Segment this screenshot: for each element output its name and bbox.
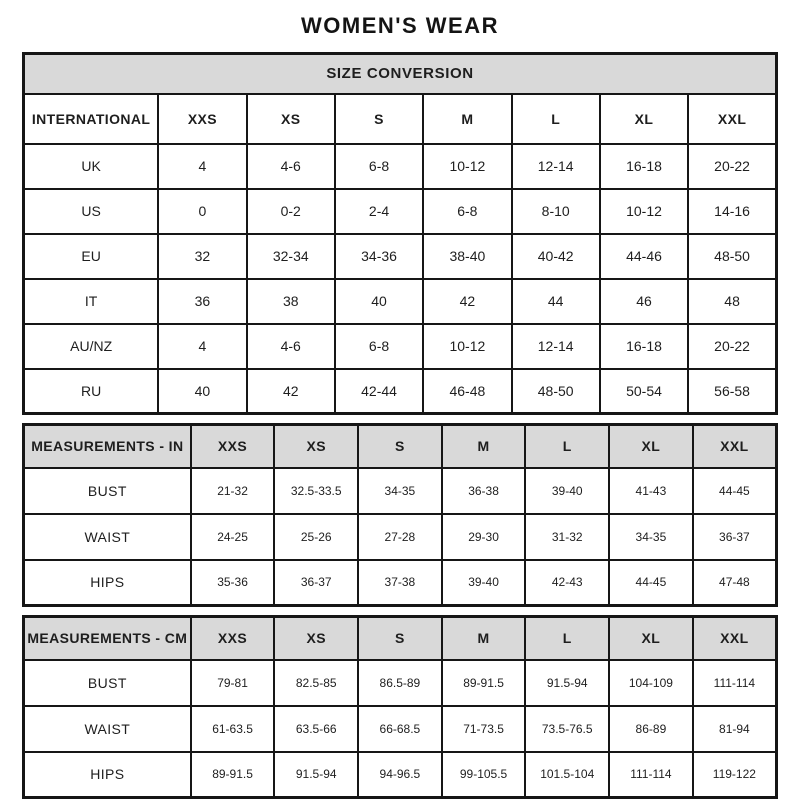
column-header: XL: [600, 94, 688, 144]
size-value-cell: 4-6: [247, 144, 335, 189]
measurement-value-cell: 89-91.5: [191, 752, 275, 798]
measurement-value-cell: 61-63.5: [191, 706, 275, 752]
column-header: XS: [274, 617, 358, 660]
column-header: L: [512, 94, 600, 144]
size-value-cell: 46-48: [423, 369, 511, 414]
measurement-value-cell: 111-114: [693, 660, 777, 706]
table-row: [24, 279, 777, 324]
column-header: M: [442, 617, 526, 660]
size-value-cell: 14-16: [688, 189, 776, 234]
column-header: S: [358, 425, 442, 468]
row-label-cell: IT: [24, 279, 159, 324]
measurement-value-cell: 36-38: [442, 468, 526, 514]
size-value-cell: 56-58: [688, 369, 776, 414]
table-row: [24, 324, 777, 369]
measurement-value-cell: 71-73.5: [442, 706, 526, 752]
size-value-cell: 40: [158, 369, 246, 414]
table-title: MEASUREMENTS - CM: [24, 617, 191, 660]
row-label-cell: AU/NZ: [24, 324, 159, 369]
size-value-cell: 38: [247, 279, 335, 324]
row-label-cell: BUST: [24, 660, 191, 706]
table-row: [24, 468, 777, 514]
column-header-row: [24, 94, 777, 144]
size-value-cell: 50-54: [600, 369, 688, 414]
size-value-cell: 4: [158, 324, 246, 369]
measurement-value-cell: 41-43: [609, 468, 693, 514]
size-value-cell: 48: [688, 279, 776, 324]
column-header: XS: [274, 425, 358, 468]
size-value-cell: 38-40: [423, 234, 511, 279]
table-row: [24, 560, 777, 606]
size-value-cell: 0-2: [247, 189, 335, 234]
measurement-value-cell: 24-25: [191, 514, 275, 560]
size-value-cell: 20-22: [688, 144, 776, 189]
measurement-value-cell: 73.5-76.5: [525, 706, 609, 752]
size-value-cell: 4: [158, 144, 246, 189]
column-header: XXL: [693, 425, 777, 468]
column-header: S: [358, 617, 442, 660]
table-title: SIZE CONVERSION: [24, 54, 777, 94]
column-header-row: [24, 425, 777, 468]
table-row: [24, 144, 777, 189]
table-row: [24, 660, 777, 706]
row-label-cell: BUST: [24, 468, 191, 514]
measurement-value-cell: 86-89: [609, 706, 693, 752]
size-value-cell: 46: [600, 279, 688, 324]
size-value-cell: 6-8: [423, 189, 511, 234]
row-label-cell: WAIST: [24, 706, 191, 752]
measurement-value-cell: 91.5-94: [274, 752, 358, 798]
table-row: [24, 189, 777, 234]
column-header: XXS: [158, 94, 246, 144]
measurement-value-cell: 32.5-33.5: [274, 468, 358, 514]
measurement-value-cell: 44-45: [609, 560, 693, 606]
measurement-value-cell: 86.5-89: [358, 660, 442, 706]
column-header: XXL: [693, 617, 777, 660]
measurement-value-cell: 119-122: [693, 752, 777, 798]
measurement-value-cell: 27-28: [358, 514, 442, 560]
size-value-cell: 44-46: [600, 234, 688, 279]
measurement-value-cell: 34-35: [358, 468, 442, 514]
measurement-value-cell: 35-36: [191, 560, 275, 606]
row-label-cell: EU: [24, 234, 159, 279]
column-header: XXL: [688, 94, 776, 144]
column-header: L: [525, 617, 609, 660]
column-header: XXS: [191, 425, 275, 468]
size-value-cell: 0: [158, 189, 246, 234]
table-row: [24, 706, 777, 752]
measurement-value-cell: 47-48: [693, 560, 777, 606]
measurement-value-cell: 82.5-85: [274, 660, 358, 706]
table-title: MEASUREMENTS - IN: [24, 425, 191, 468]
column-header: S: [335, 94, 423, 144]
column-header: L: [525, 425, 609, 468]
column-header: XS: [247, 94, 335, 144]
column-header: XXS: [191, 617, 275, 660]
size-value-cell: 2-4: [335, 189, 423, 234]
measurement-value-cell: 66-68.5: [358, 706, 442, 752]
measurement-value-cell: 89-91.5: [442, 660, 526, 706]
size-value-cell: 48-50: [512, 369, 600, 414]
page-title: WOMEN'S WEAR: [301, 13, 499, 38]
size-value-cell: 4-6: [247, 324, 335, 369]
row-label-cell: UK: [24, 144, 159, 189]
measurement-value-cell: 104-109: [609, 660, 693, 706]
size-value-cell: 32-34: [247, 234, 335, 279]
size-value-cell: 6-8: [335, 144, 423, 189]
measurement-value-cell: 79-81: [191, 660, 275, 706]
measurement-value-cell: 81-94: [693, 706, 777, 752]
measurement-value-cell: 44-45: [693, 468, 777, 514]
size-value-cell: 10-12: [423, 144, 511, 189]
row-label-cell: HIPS: [24, 752, 191, 798]
size-value-cell: 40: [335, 279, 423, 324]
size-value-cell: 8-10: [512, 189, 600, 234]
table-row: [24, 369, 777, 414]
row-label-cell: RU: [24, 369, 159, 414]
table-title-row: [24, 54, 777, 94]
size-value-cell: 48-50: [688, 234, 776, 279]
measurement-value-cell: 91.5-94: [525, 660, 609, 706]
measurement-value-cell: 29-30: [442, 514, 526, 560]
size-value-cell: 10-12: [600, 189, 688, 234]
size-value-cell: 12-14: [512, 144, 600, 189]
size-value-cell: 32: [158, 234, 246, 279]
measurement-value-cell: 39-40: [442, 560, 526, 606]
size-value-cell: 44: [512, 279, 600, 324]
measurement-value-cell: 42-43: [525, 560, 609, 606]
measurement-value-cell: 36-37: [693, 514, 777, 560]
measurements-cm-table: [22, 615, 778, 799]
measurement-value-cell: 21-32: [191, 468, 275, 514]
column-header: M: [423, 94, 511, 144]
column-header: XL: [609, 425, 693, 468]
measurement-value-cell: 39-40: [525, 468, 609, 514]
size-value-cell: 10-12: [423, 324, 511, 369]
row-label-cell: HIPS: [24, 560, 191, 606]
measurement-value-cell: 63.5-66: [274, 706, 358, 752]
column-header-row: [24, 617, 777, 660]
size-value-cell: 42-44: [335, 369, 423, 414]
table-row: [24, 234, 777, 279]
column-header: M: [442, 425, 526, 468]
table-row: [24, 752, 777, 798]
measurement-value-cell: 25-26: [274, 514, 358, 560]
size-value-cell: 42: [247, 369, 335, 414]
measurement-value-cell: 101.5-104: [525, 752, 609, 798]
size-value-cell: 34-36: [335, 234, 423, 279]
size-value-cell: 16-18: [600, 144, 688, 189]
measurement-value-cell: 99-105.5: [442, 752, 526, 798]
column-header: INTERNATIONAL: [24, 94, 159, 144]
measurement-value-cell: 111-114: [609, 752, 693, 798]
row-label-cell: US: [24, 189, 159, 234]
measurement-value-cell: 36-37: [274, 560, 358, 606]
size-value-cell: 40-42: [512, 234, 600, 279]
measurements-in-table: [22, 423, 778, 607]
measurement-value-cell: 37-38: [358, 560, 442, 606]
column-header: XL: [609, 617, 693, 660]
table-row: [24, 514, 777, 560]
measurement-value-cell: 34-35: [609, 514, 693, 560]
size-value-cell: 42: [423, 279, 511, 324]
measurement-value-cell: 94-96.5: [358, 752, 442, 798]
row-label-cell: WAIST: [24, 514, 191, 560]
size-value-cell: 20-22: [688, 324, 776, 369]
size-value-cell: 12-14: [512, 324, 600, 369]
measurement-value-cell: 31-32: [525, 514, 609, 560]
size-value-cell: 6-8: [335, 324, 423, 369]
size-value-cell: 36: [158, 279, 246, 324]
size-conversion-table: [22, 52, 778, 415]
size-value-cell: 16-18: [600, 324, 688, 369]
